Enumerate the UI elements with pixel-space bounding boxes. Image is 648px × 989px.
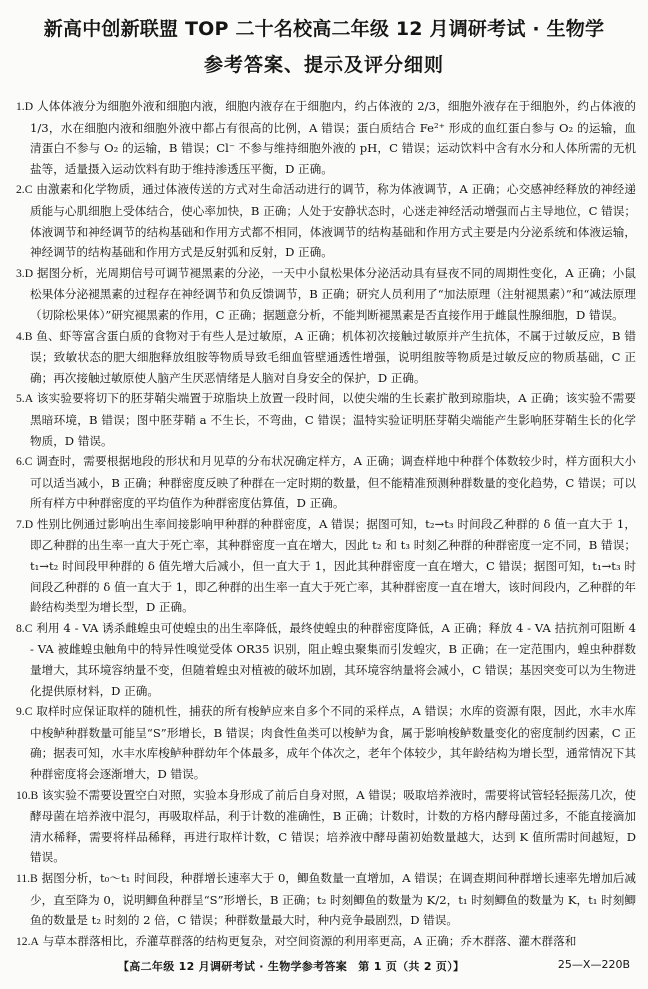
answer-number: 1.D — [16, 100, 34, 113]
footer-exam-code: 25—X—220B — [557, 958, 630, 971]
answer-number: 4.B — [16, 329, 33, 343]
answer-item — [16, 514, 636, 618]
answer-text: 与草本群落相比，乔灌草群落的结构更复杂，对空间资源的利用率更高，A 正确；乔木群落、灌木群落和 — [42, 933, 577, 948]
answer-number: 7.D — [16, 517, 34, 531]
answer-number: 5.A — [16, 392, 34, 406]
answer-number: 8.C — [16, 621, 33, 635]
answer-item — [16, 868, 636, 931]
answer-item — [16, 451, 636, 514]
answer-text: 取样时应保证取样的随机性，捕获的所有梭鲈应来自多个不同的采样点，A 错误；水库的资源有限，因此，水丰水库中梭鲈种群数量可能呈“S”形增长，B 错误；肉食性鱼类可以梭鲈为食，属于影响梭鲈数量变化的密度制约因素，C 正确；据表可知，水丰水库梭鲈种群幼年个体最多，成年个体次之，老年个体较少，其年龄结构为增长型，通常情况下其种群密度将会逐渐增大，D 错误。 — [30, 704, 637, 781]
answer-item — [16, 263, 636, 326]
footer-page-info: 【高二年级 12 月调研考试 · 生物学参考答案 第 1 页（共 2 页）】 — [118, 960, 465, 973]
answer-number: 3.D — [16, 266, 34, 280]
answer-number: 9.C — [16, 705, 33, 719]
answer-number: 12.A — [16, 934, 39, 948]
answer-text: 据图分析，t₀～t₁ 时间段，种群增长速率大于 0，鲫鱼数量一直增加，A 错误；在调查期间种群增长速率先增加后减少，直至降为 0，说明鲫鱼种群呈“S”形增长，B 正确；t₂ 时刻鲫鱼的数量为 K/2，t₁ 时刻鲫鱼的数量为 K，t₁ 时刻鲫鱼的数量是 t₂ 时刻的 2 倍，C 错误；种群数量最大时，种内竞争最剧烈，D 错误。 — [30, 870, 637, 928]
answer-item — [16, 701, 636, 784]
answer-text: 据图分析，光周期信号可调节褪黑素的分泌，一天中小鼠松果体分泌活动具有昼夜不同的周期性变化，A 正确；小鼠松果体分泌褪黑素的过程存在神经调节和负反馈调节，B 正确；研究人员利用了“加法原理（注射褪黑素）”和“减法原理（切除松果体）”研究褪黑素的作用，C 正确；据题意分析，不能判断褪黑素是否直接作用于雌鼠性腺细胞，D 错误。 — [30, 265, 637, 322]
answer-item — [16, 388, 636, 451]
answer-item — [16, 785, 636, 868]
answer-text: 该实验要将切下的胚芽鞘尖端置于琼脂块上放置一段时间，以使尖端的生长素扩散到琼脂块，A 正确；该实验不需要黑暗环境，B 错误；图中胚芽鞘 a 不生长，不弯曲，C 错误；温特实验证明胚芽鞘尖端能产生影响胚芽鞘生长的化学物质，D 错误。 — [30, 391, 637, 448]
answer-text: 鱼、虾等富含蛋白质的食物对于有些人是过敏原，A 正确；机体初次接触过敏原并产生抗体，不属于过敏反应，B 错误；致敏状态的肥大细胞释放组胺等物质导致毛细血管壁通透性增强，说明组胺等物质是过敏反应的物质基础，C 正确；再次接触过敏原使人脑产生厌恶情绪是人脑对自身安全的保护，D 正确。 — [30, 328, 636, 385]
answer-item — [16, 618, 636, 701]
page-title: 新高中创新联盟 TOP 二十名校高二年级 12 月调研考试 · 生物学 — [43, 18, 605, 40]
answer-number: 10.B — [16, 788, 39, 802]
answer-text: 该实验不需要设置空白对照，实验本身形成了前后自身对照，A 错误；吸取培养液时，需要将试管轻轻振荡几次，使酵母菌在培养液中混匀，再吸取样品，利于计数的准确性，B 正确；计数时，计数的方格内酵母菌过多，不能直接滴加清水稀释，需要将样品稀释，再进行取样计数，C 错误；培养液中酵母菌初始数量越大，达到 K 值所需时间越短，D 错误。 — [30, 787, 637, 865]
answer-number: 6.C — [16, 455, 33, 469]
answer-text: 调查时，需要根据地段的形状和月见草的分布状况确定样方，A 正确；调查样地中种群个体数较少时，样方面积大小可以适当减小，B 正确；种群密度反映了种群在一定时期的数量，但不能精准预测种群数量的变化趋势，C 错误；可以所有样方中种群密度的平均值作为种群密度估算值，D 正确。 — [30, 454, 637, 511]
answer-list — [16, 96, 636, 952]
answer-text: 性别比例通过影响出生率间接影响甲种群的种群密度，A 错误；据图可知，t₂→t₃ 时间段乙种群的 δ 值一直大于 1，即乙种群的出生率一直大于死亡率，其种群密度一直在增大，因此 t₂ 和 t₃ 时刻乙种群的种群密度一定不同，B 错误；t₁→t₂ 时间段甲种群的 δ 值先增大后减小，但一直大于 1，因此其种群密度一直在增大，C 错误；据图可知，t₁→t₃ 时间段乙种群的 δ 值一直大于 1，即乙种群的出生率一直大于死亡率，其种群密度一直在增大，该时间段内，乙种群的年龄结构类型为增长型，D 正确。 — [30, 516, 636, 615]
page-subtitle: 参考答案、提示及评分细则 — [203, 54, 444, 76]
answer-item — [16, 931, 636, 953]
answer-item — [16, 96, 636, 179]
answer-number: 2.C — [16, 183, 33, 197]
answer-text: 利用 4 - VA 诱杀雌蝗虫可使蝗虫的出生率降低，最终使蝗虫的种群密度降低，A 正确；释放 4 - VA 拮抗剂可阻断 4 - VA 被雌蝗虫触角中的特异性嗅觉受体 OR35 识别，阻止蝗虫聚集而引发蝗灾，B 正确；在一定范围内，蝗虫种群数量增大，其环境容纳量不变，但随着蝗虫对植被的破坏加剧，其环境容纳量将会减小，C 错误；基因突变可以为生物进化提供原材料，D 正确。 — [30, 620, 636, 698]
answer-item — [16, 326, 636, 389]
answer-number: 11.B — [16, 871, 38, 885]
answer-text: 由激素和化学物质，通过体液传送的方式对生命活动进行的调节，称为体液调节，A 正确；心交感神经释放的神经递质能与心肌细胞上受体结合，使心率加快，B 正确；人处于安静状态时，心迷走神经活动增强而占主导地位，C 错误；体液调节和神经调节的结构基础和作用方式都不相同，体液调节的结构基础和作用方式主要是内分泌系统和体液运输，神经调节的结构基础和作用方式是反射弧和反射，D 正确。 — [30, 182, 637, 260]
page-footer — [0, 958, 648, 978]
answer-item — [16, 179, 636, 262]
answer-text: 人体体液分为细胞外液和细胞内液，细胞内液存在于细胞内，约占体液的 2/3，细胞外液存在于细胞外，约占体液的 1/3，水在细胞内液和细胞外液中都占有很高的比例，A 错误；蛋白质结合 Fe²⁺ 形成的血红蛋白参与 O₂ 的运输，血清蛋白不参与 O₂ 的运输，B 错误；Cl⁻ 不参与维持细胞外液的 pH，C 错误；运动饮料中含有水分和人体所需的无机盐等，适量摄入运动饮料有助于维持渗透压平衡，D 正确。 — [30, 99, 636, 176]
